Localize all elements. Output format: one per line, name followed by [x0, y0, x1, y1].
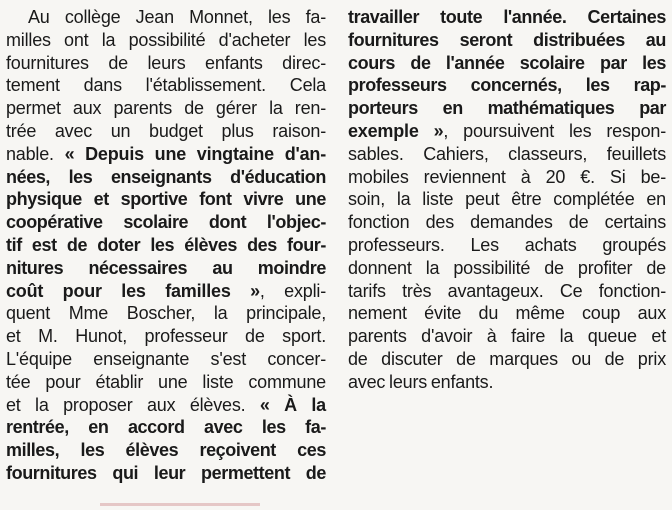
text-line — [6, 143, 326, 166]
article-column-right — [348, 6, 666, 394]
text-line: quent Mme Boscher, la principale, — [6, 303, 326, 324]
text-line: rentrée, en accord avec les fa- — [6, 417, 326, 438]
text-line: milles ont la possibilité d'acheter les — [6, 29, 326, 50]
text-line: tarifs très avantageux. Ce fonction- — [348, 280, 666, 301]
body-text: nable. — [6, 143, 65, 164]
text-line: mobiles reviennent à 20 €. Si be- — [348, 166, 666, 187]
text-line: coopérative scolaire dont l'objec- — [6, 212, 326, 233]
text-line: nitures nécessaires au moindre — [6, 257, 326, 278]
text-line: Au collège Jean Monnet, les fa- — [28, 7, 326, 27]
text-line: physique et sportive font vivre une — [6, 189, 326, 210]
quote-text: « À la — [259, 394, 326, 415]
body-text: , expli- — [259, 280, 327, 301]
quote-text: « Depuis une vingtaine d'an- — [64, 143, 326, 164]
text-line: professeurs. Les achats groupés — [348, 234, 666, 255]
text-line: tement dans l'établissement. Cela — [6, 75, 326, 96]
text-line: trée avec un budget plus raison- — [6, 120, 326, 141]
text-line: fournitures qui leur permettent de — [6, 462, 326, 483]
quote-text: coût pour les familles » — [6, 280, 260, 301]
text-line: donnent la possibilité de profiter de — [348, 257, 666, 278]
text-line: parents d'avoir à faire la queue et — [348, 326, 666, 347]
text-line: nement évite du même coup aux — [348, 303, 666, 324]
body-text: et la proposer aux élèves. — [6, 394, 260, 415]
text-line: sables. Cahiers, classeurs, feuillets — [348, 143, 666, 164]
text-line: avec leurs enfants. — [348, 371, 494, 392]
article-column-left — [6, 6, 326, 485]
text-line: et M. Hunot, professeur de sport. — [6, 326, 326, 347]
text-line: de discuter de marques ou de prix — [348, 348, 666, 369]
text-line: fournitures de leurs enfants direc- — [6, 52, 326, 73]
text-line: cours de l'année scolaire par les — [348, 52, 666, 73]
text-line: fournitures seront distribuées au — [348, 29, 666, 50]
text-line: soin, la liste peut être complétée en — [348, 189, 666, 210]
text-line: professeurs concernés, les rap- — [348, 75, 666, 96]
text-line: porteurs en mathématiques par — [348, 98, 666, 119]
quote-text: exemple » — [348, 120, 444, 141]
text-line: nées, les enseignants d'éducation — [6, 166, 326, 187]
text-line: fonction des demandes de certains — [348, 212, 666, 233]
text-line: tée pour établir une liste commune — [6, 371, 326, 392]
text-line: travailler toute l'année. Certaines — [348, 7, 666, 27]
text-line — [348, 120, 666, 143]
text-line: tif est de doter les élèves des four- — [6, 234, 326, 255]
body-text: , poursuivent les respon- — [443, 120, 666, 141]
bottom-color-mark — [100, 503, 260, 506]
text-line — [6, 394, 326, 417]
text-line: L'équipe enseignante s'est concer- — [6, 348, 326, 369]
text-line — [6, 280, 326, 303]
text-line: milles, les élèves reçoivent ces — [6, 440, 326, 461]
text-line: permet aux parents de gérer la ren- — [6, 98, 326, 119]
